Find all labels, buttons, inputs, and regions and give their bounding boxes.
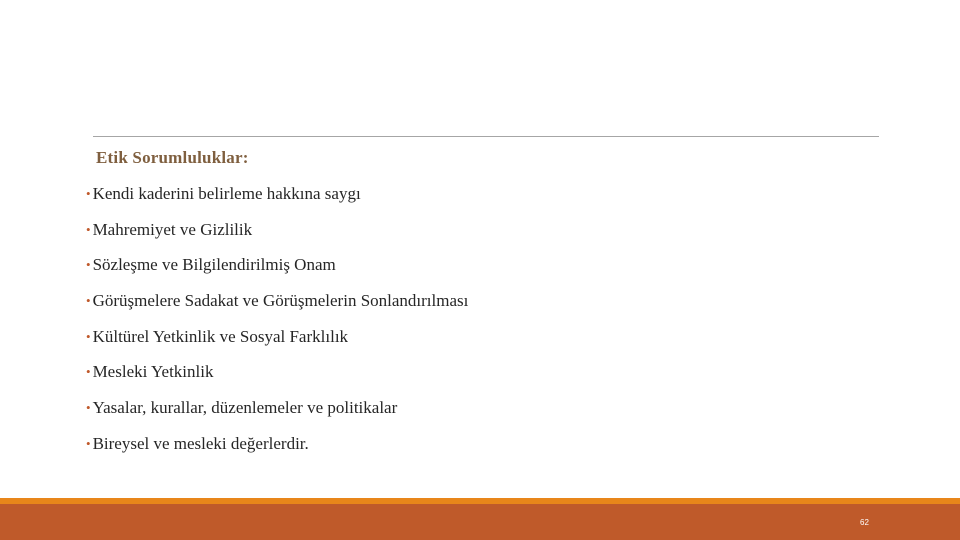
list-item xyxy=(86,290,468,326)
footer-bar xyxy=(0,504,960,540)
bullet-icon: • xyxy=(86,364,91,380)
bullet-icon: • xyxy=(86,435,91,451)
bullet-text: Yasalar, kurallar, düzenlemeler ve politikalar xyxy=(92,398,398,418)
bullet-text: Kültürel Yetkinlik ve Sosyal Farklılık xyxy=(92,326,349,346)
bullet-text: Kendi kaderini belirleme hakkına saygı xyxy=(92,184,361,203)
page-number: 62 xyxy=(860,518,869,527)
bullet-text: Mahremiyet ve Gizlilik xyxy=(92,219,253,239)
bullet-icon: • xyxy=(86,257,91,273)
list-item xyxy=(86,183,468,219)
bullet-icon: • xyxy=(86,186,91,201)
bullet-text: Görüşmelere Sadakat ve Görüşmelerin Sonlandırılması xyxy=(92,291,469,311)
bullet-icon: • xyxy=(86,221,91,237)
list-item xyxy=(86,397,468,433)
section-heading: Etik Sorumluluklar: xyxy=(96,148,249,167)
list-item xyxy=(86,433,468,469)
bullet-text: Mesleki Yetkinlik xyxy=(92,362,214,382)
bullet-icon: • xyxy=(86,328,91,344)
list-item xyxy=(86,361,468,397)
bullet-text: Sözleşme ve Bilgilendirilmiş Onam xyxy=(92,255,336,275)
bullet-list xyxy=(86,183,468,469)
list-item xyxy=(86,326,468,362)
bullet-text: Bireysel ve mesleki değerlerdir. xyxy=(92,433,309,453)
list-item xyxy=(86,254,468,290)
bullet-icon: • xyxy=(86,293,91,309)
title-divider-line xyxy=(93,136,879,137)
list-item xyxy=(86,219,468,255)
bullet-icon: • xyxy=(86,400,91,416)
